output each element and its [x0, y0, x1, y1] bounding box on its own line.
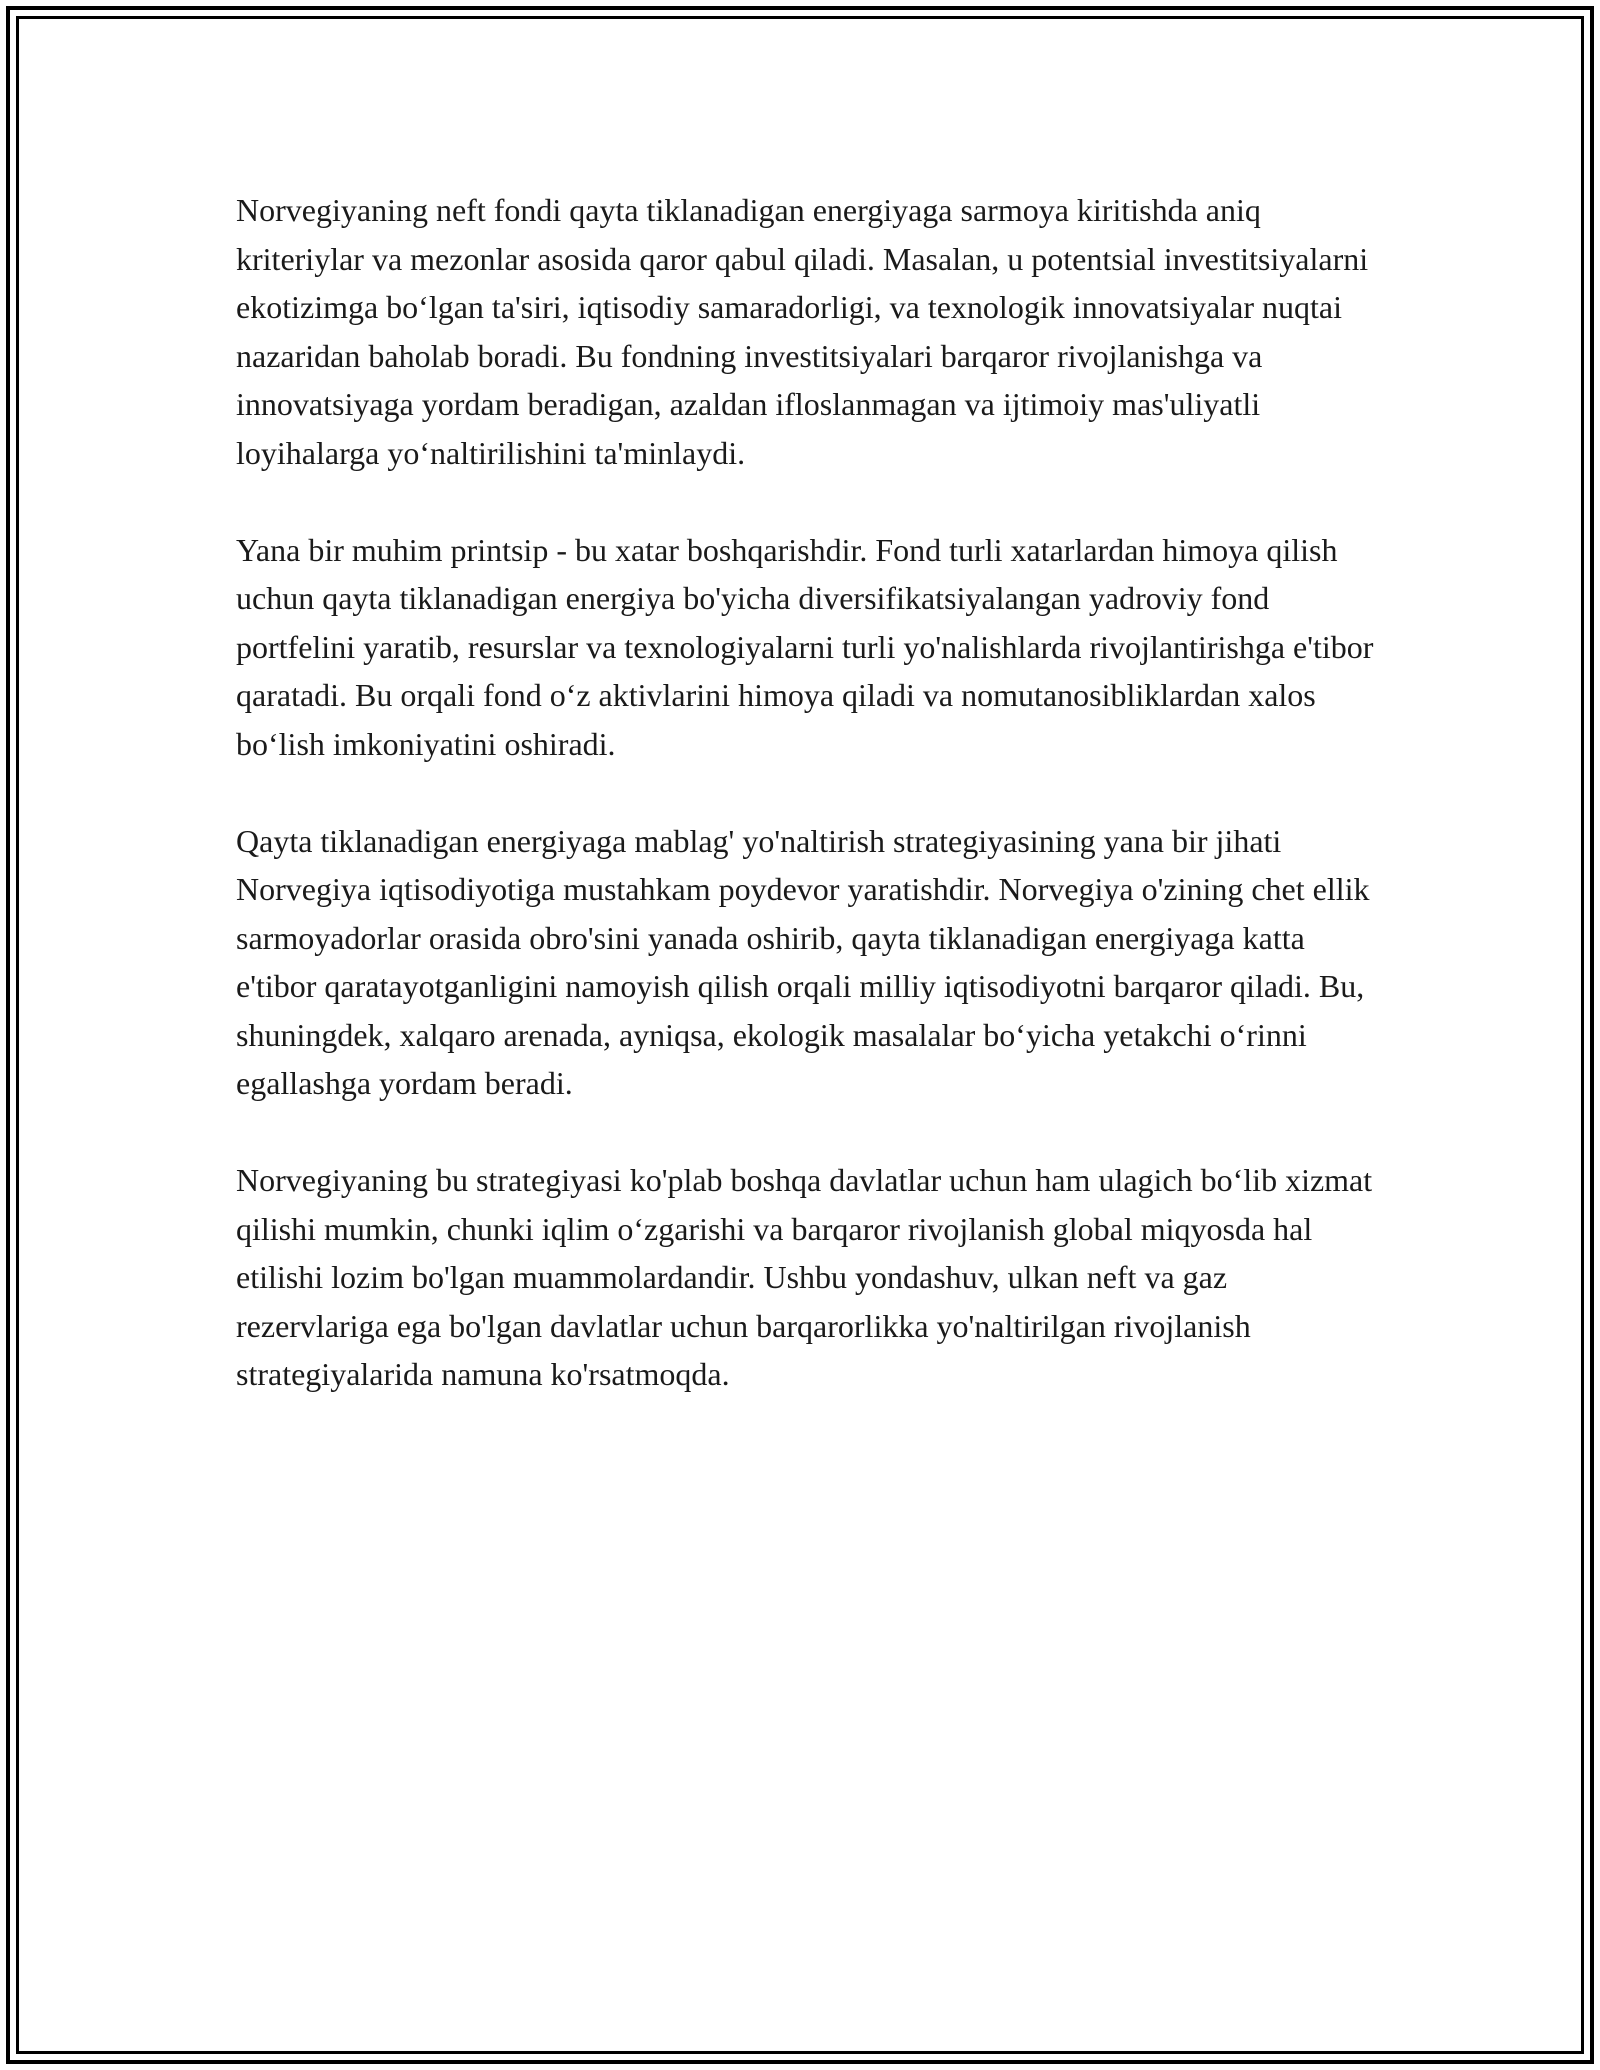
paragraph-1: Norvegiyaning neft fondi qayta tiklanadigan energiyaga sarmoya kiritishda aniq kriteriylar va mezonlar asosida qaror qabul qiladi. Masalan, u potentsial investitsiyalarni ekotizimga bo‘lgan ta'siri, iqtisodiy samaradorligi, va texnologik innovatsiyalar nuqtai nazaridan baholab boradi. Bu fondning investitsiyalari barqaror rivojlanishga va innovatsiyaga yordam beradigan, azaldan ifloslanmagan va ijtimoiy mas'uliyatli loyihalarga yo‘naltirilishini ta'minlaydi. [236, 192, 1369, 471]
paragraph-4: Norvegiyaning bu strategiyasi ko'plab boshqa davlatlar uchun ham ulagich bo‘lib xizmat qilishi mumkin, chunki iqlim o‘zgarishi va barqaror rivojlanish global miqyosda hal etilishi lozim bo'lgan muammolardandir. Ushbu yondashuv, ulkan neft va gaz rezervlariga ega bo'lgan davlatlar uchun barqarorlikka yo'naltirilgan rivojlanish strategiyalarida namuna ko'rsatmoqda. [236, 1162, 1373, 1392]
paragraph-2: Yana bir muhim printsip - bu xatar boshqarishdir. Fond turli xatarlardan himoya qilish uchun qayta tiklanadigan energiya bo'yicha diversifikatsiyalangan yadroviy fond portfelini yaratib, resurslar va texnologiyalarni turli yo'nalishlarda rivojlantirishga e'tibor qaratadi. Bu orqali fond o‘z aktivlarini himoya qiladi va nomutanosibliklardan xalos bo‘lish imkoniyatini oshiradi. [236, 531, 1374, 762]
document-body [236, 186, 1376, 1447]
paragraph-3: Qayta tiklanadigan energiyaga mablag' yo'naltirish strategiyasining yana bir jihati Norvegiya iqtisodiyotiga mustahkam poydevor yaratishdir. Norvegiya o'zining chet ellik sarmoyadorlar orasida obro'sini yanada oshirib, qayta tiklanadigan energiyaga katta e'tibor qaratayotganligini namoyish qilish orqali milliy iqtisodiyotni barqaror qiladi. Bu, shuningdek, xalqaro arenada, ayniqsa, ekologik masalalar bo‘yicha yetakchi o‘rinni egallashga yordam beradi. [236, 822, 1370, 1101]
